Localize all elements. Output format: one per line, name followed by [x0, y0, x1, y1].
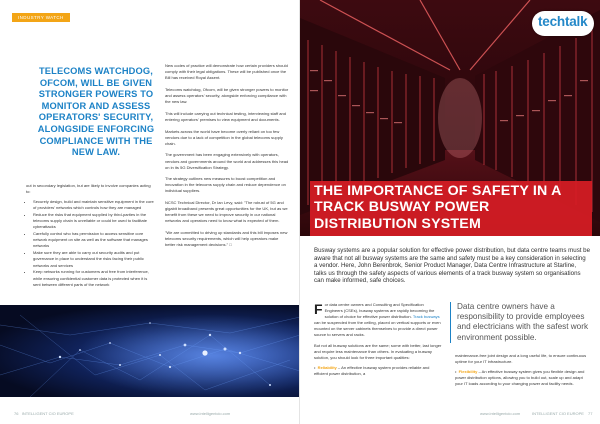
right-column-a	[314, 302, 442, 382]
text-span: can be suspended from the ceiling, placed on vertical supports or even mounted on the server cabinets themselves to provide a direct power source to servers and racks.	[314, 320, 441, 337]
page-number: 77	[588, 411, 593, 416]
track-busways-link[interactable]: Track busways	[412, 314, 440, 319]
paragraph: maintenance-free joint design and a long useful life, to ensure continuous uptime for your IT infrastructure.	[455, 353, 587, 364]
paragraph: NCSC Technical Director, Dr Ian Levy, said: "The robust of 5G and gigabit broadband presents great opportunities for the UK, but as we benefit from these we need to improve security in our national networks and operators need to know what is expected of them.	[165, 200, 288, 224]
paragraph: New codes of practice will demonstrate how certain providers should comply with their legal obligations. These will be published once the Bill has received Royal Assent.	[165, 63, 288, 81]
footer-url[interactable]: www.intelligentcio.com	[480, 411, 521, 416]
article-intro: Busway systems are a popular solution for effective power distribution, but data centre teams must be aware that not all busway systems are the same and safety must be a key consideration in selecting a vendor. Here, John Berenbrok, Senior Product Manager, Data Centre Infrastructure at Starline, talks us through the safety aspects of various elements of a track busway system so organisations can make informed, safe choices.	[314, 247, 591, 285]
pull-quote: TELECOMS WATCHDOG, OFCOM, WILL BE GIVEN STRONGER POWERS TO MONITOR AND ASSESS OPERATORS' SECURITY, ALONGSIDE ENFORCING COMPLIANCE WITH THE NEW LAW.	[37, 66, 155, 158]
side-quote: Data centre owners have a responsibility to provide employees and electricians with the safest work environment possible.	[450, 302, 599, 343]
paragraph	[314, 302, 442, 338]
logo-text: techtalk	[538, 14, 588, 29]
paragraph: Telecoms watchdog, Ofcom, will be given stronger powers to monitor and assess operators' security, alongside enforcing compliance with the new law.	[165, 86, 289, 105]
section-tag: INDUSTRY WATCH	[12, 13, 70, 22]
list-item: • Securely design, build and maintain sensitive equipment in the core of providers' networks which controls how they are managed	[33, 199, 154, 211]
cyber-network-image	[0, 305, 300, 397]
paragraph: "We are committed to driving up standards and this bill imposes new telecoms security requirements, which will help operators make better risk management decisions." □	[165, 230, 288, 248]
list-item: • Reduce the risks that equipment supplied by third-parties in the telecoms supply chain is unreliable or could be used to facilitate cyberattacks	[33, 212, 154, 230]
paragraph: Markets across the world have become overly reliant on too few vendors due to a lack of competition in the global telecoms supply chain.	[165, 128, 283, 146]
footer-url[interactable]: www.intelligentcio.com	[190, 411, 231, 416]
list-item: • Carefully control who has permission to access sensitive core network equipment on site as well as the software that manages networks	[33, 231, 154, 249]
list-item: • Make sure they are able to carry out security audits and put governance in place to understand the risks facing their public networks and services	[33, 250, 154, 268]
right-column-b	[455, 353, 590, 391]
paragraph: But not all busway solutions are the same; some with better, last longer and require less maintenance than others. In evaluating a busway solution, you should look for three important qualities:	[314, 342, 442, 360]
magazine-name: INTELLIGENT CIO EUROPE	[21, 411, 74, 416]
left-column-a	[26, 183, 154, 288]
bullet-reliability: • Reliability – An effective busway system provides reliable and efficient power distribution, a	[314, 365, 430, 376]
colA-intro: out in secondary legislation, but are likely to involve companies acting to:	[26, 183, 151, 195]
paragraph: The government has been engaging extensively with operators, vendors and governments around the world and addresses this head on in its 5G Diversification Strategy.	[165, 152, 289, 170]
article-headline: THE IMPORTANCE OF SAFETY IN A TRACK BUSWAY POWER DISTRIBUTION SYSTEM	[314, 183, 561, 232]
bullet-text: – An effective busway system gives you flexible design and power distribution options, allowing you to build out, scale up and adapt your IT loads according to your changing power and facility needs.	[455, 369, 585, 386]
colA-bullets	[26, 199, 154, 288]
list-item: • Keep networks running for customers and free from interference, while ensuring confidential customer data is protected when it is sent between different parts of the network	[33, 269, 154, 287]
bullet-flexibility: • Flexibility – An effective busway system gives you flexible design and power distribution options, allowing you to build out, scale up and adapt your IT loads according to your changing power and facility needs.	[455, 369, 585, 386]
bullet-label: Reliability	[317, 365, 337, 370]
page-number: 76	[14, 411, 19, 416]
paragraph: This will include carrying out technical testing, interviewing staff and entering operators' premises to view equipment and documents.	[165, 110, 286, 122]
paragraph: The strategy outlines new measures to boost competition and innovation in the telecoms supply chain and reduce dependence on individual suppliers.	[165, 176, 286, 194]
footer-left	[14, 411, 74, 416]
bullet-label: Flexibility	[458, 369, 478, 374]
drop-cap: F	[314, 301, 323, 317]
bullet-text: – An effective busway system provides reliable and efficient power distribution, a	[314, 365, 430, 376]
right-page	[300, 0, 600, 424]
footer-magazine: INTELLIGENT CIO EUROPE	[532, 411, 584, 416]
left-column-b	[165, 63, 289, 254]
text-span: or data centre owners and Consulting and Specification Engineers (CSEs), busway systems are rapidly becoming the solution of choice for effective power distribution.	[324, 302, 435, 319]
techtalk-logo	[532, 11, 594, 36]
network-graphic	[0, 305, 300, 397]
